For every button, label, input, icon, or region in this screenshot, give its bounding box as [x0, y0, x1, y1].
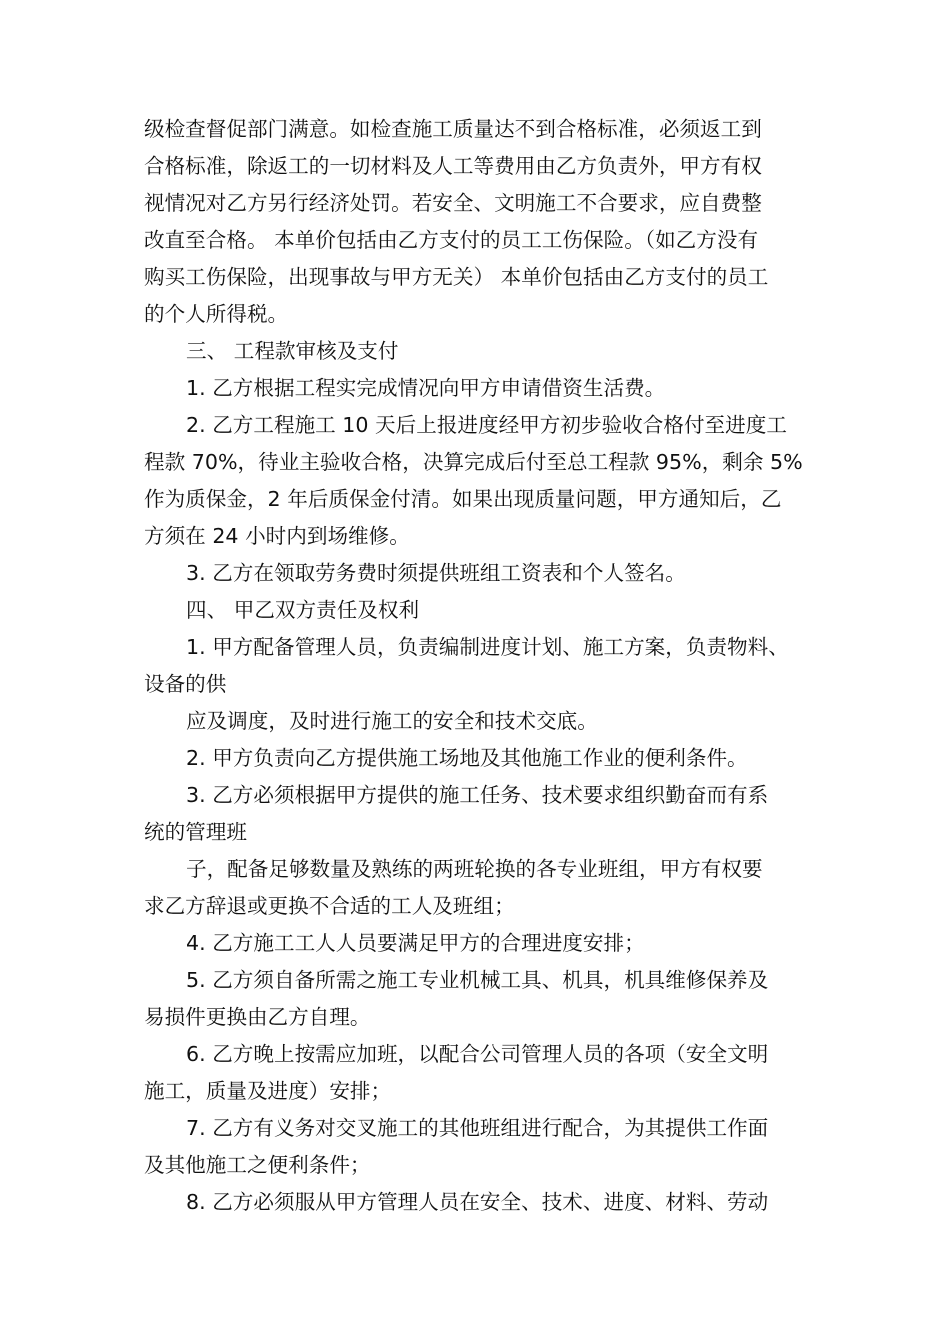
text-line: 统的管理班 — [144, 820, 247, 844]
text-line: 1. 甲方配备管理人员，负责编制进度计划、施工方案，负责物料、 — [186, 635, 789, 659]
text-line: 易损件更换由乙方自理。 — [144, 1005, 371, 1029]
text-line: 应及调度，及时进行施工的安全和技术交底。 — [186, 709, 598, 733]
text-line: 2. 甲方负责向乙方提供施工场地及其他施工作业的便利条件。 — [186, 746, 748, 770]
text-line: 子，配备足够数量及熟练的两班轮换的各专业班组，甲方有权要 — [186, 857, 763, 881]
text-line: 6. 乙方晚上按需应加班，以配合公司管理人员的各项（安全文明 — [186, 1042, 769, 1066]
text-line: 5. 乙方须自备所需之施工专业机械工具、机具，机具维修保养及 — [186, 968, 769, 992]
text-line: 合格标准，除返工的一切材料及人工等费用由乙方负责外，甲方有权 — [144, 154, 762, 178]
text-line: 4. 乙方施工工人人员要满足甲方的合理进度安排； — [186, 931, 645, 955]
text-line: 设备的供 — [144, 672, 227, 696]
document-page — [144, 111, 828, 1221]
text-line: 级检查督促部门满意。如检查施工质量达不到合格标准，必须返工到 — [144, 117, 762, 141]
text-line: 3. 乙方在领取劳务费时须提供班组工资表和个人签名。 — [186, 561, 686, 585]
text-line: 1. 乙方根据工程实完成情况向甲方申请借资生活费。 — [186, 376, 666, 400]
text-line: 改直至合格。 本单价包括由乙方支付的员工工伤保险。（如乙方没有 — [144, 228, 759, 252]
text-line: 视情况对乙方另行经济处罚。若安全、文明施工不合要求，应自费整 — [144, 191, 762, 215]
text-line: 求乙方辞退或更换不合适的工人及班组； — [144, 894, 515, 918]
text-line: 方须在 24 小时内到场维修。 — [144, 524, 410, 548]
text-line: 的个人所得税。 — [144, 302, 289, 326]
text-line: 作为质保金，2 年后质保金付清。如果出现质量问题，甲方通知后，乙 — [144, 487, 782, 511]
text-line: 3. 乙方必须根据甲方提供的施工任务、技术要求组织勤奋而有系 — [186, 783, 769, 807]
text-line: 8. 乙方必须服从甲方管理人员在安全、技术、进度、材料、劳动 — [186, 1190, 769, 1214]
text-line: 施工，质量及进度）安排； — [144, 1079, 392, 1103]
text-line: 及其他施工之便利条件； — [144, 1153, 371, 1177]
text-line: 三、 工程款审核及支付 — [186, 339, 399, 363]
text-line: 购买工伤保险，出现事故与甲方无关） 本单价包括由乙方支付的员工 — [144, 265, 769, 289]
text-line: 四、 甲乙双方责任及权利 — [186, 598, 420, 622]
text-line: 程款 70%，待业主验收合格，决算完成后付至总工程款 95%，剩余 5% — [144, 450, 803, 474]
text-line: 7. 乙方有义务对交叉施工的其他班组进行配合，为其提供工作面 — [186, 1116, 769, 1140]
text-line: 2. 乙方工程施工 10 天后上报进度经甲方初步验收合格付至进度工 — [186, 413, 787, 437]
